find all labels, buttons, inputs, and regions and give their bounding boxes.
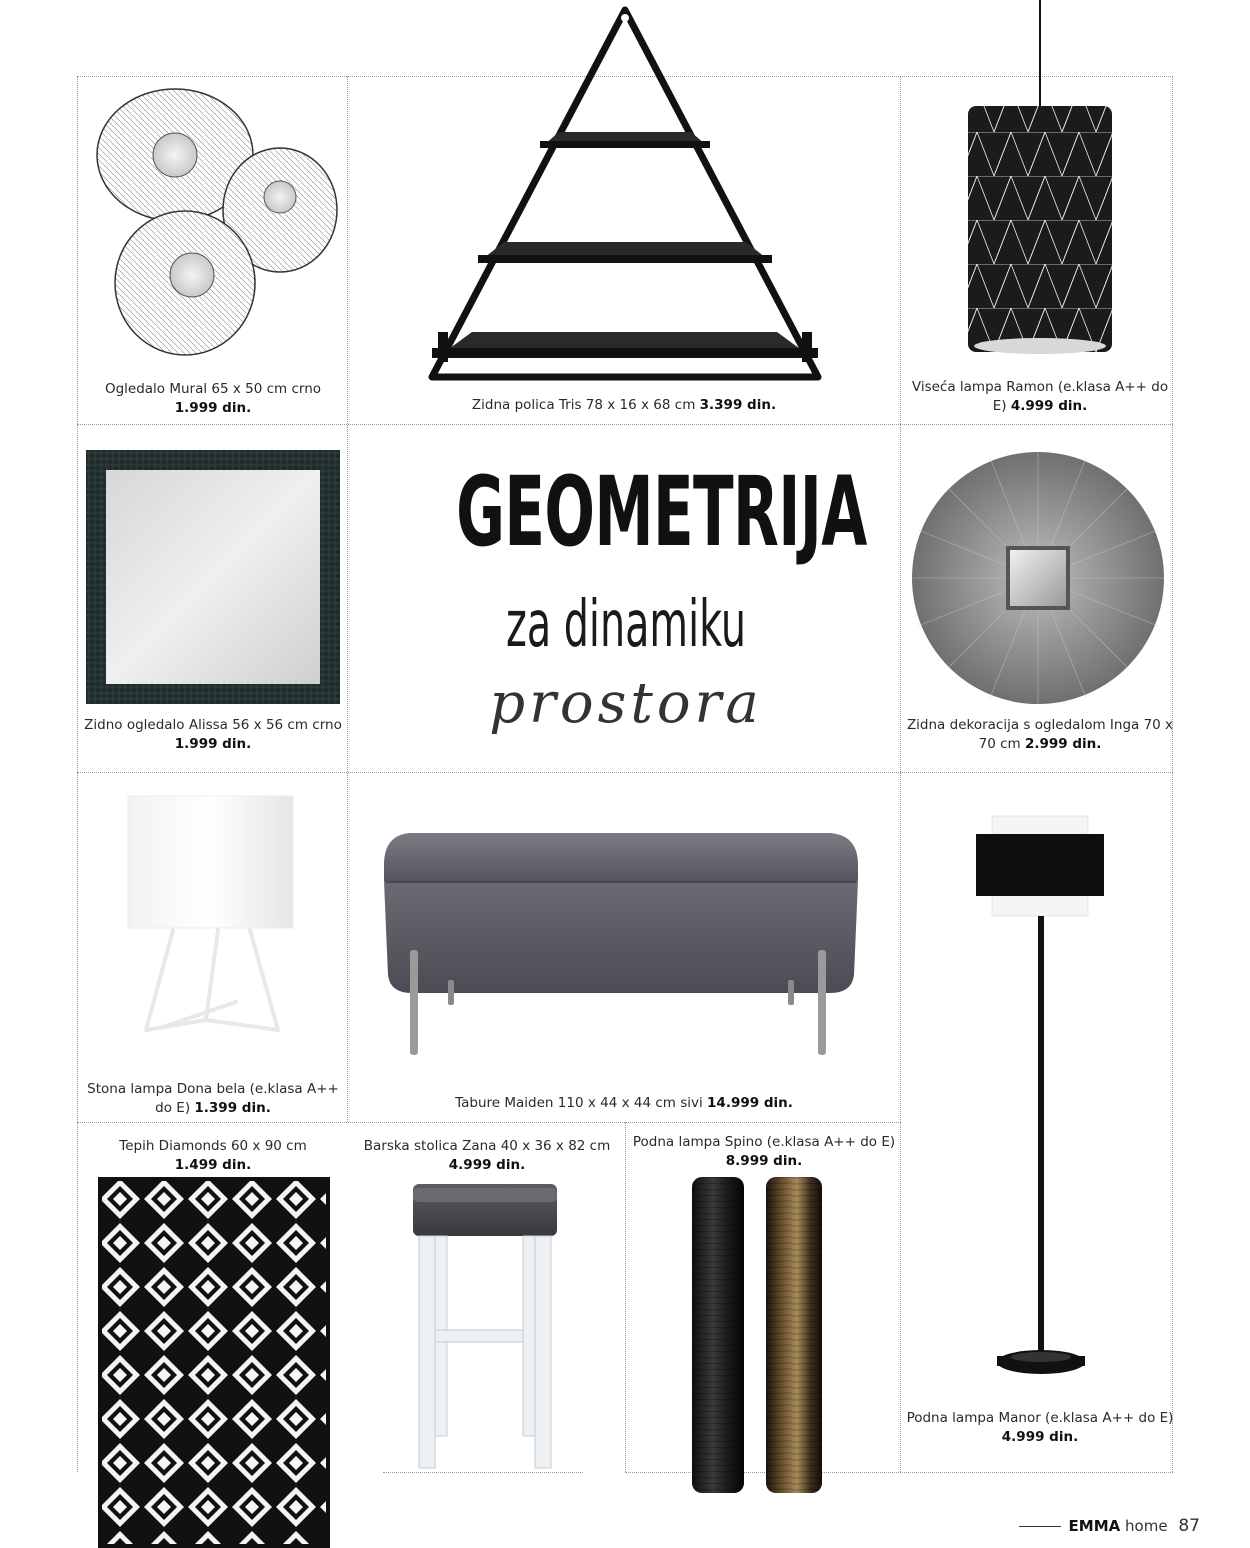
product-name: Zidno ogledalo Alissa 56 x 56 cm crno (84, 717, 342, 733)
product-name: Tabure Maiden 110 x 44 x 44 cm sivi (455, 1095, 703, 1111)
grid-line (347, 76, 348, 1122)
product-caption-dona (78, 1080, 348, 1118)
product-price: 3.399 din. (699, 397, 777, 413)
inga-decoration-image (910, 450, 1166, 706)
product-name: Ogledalo Mural 65 x 50 cm crno (104, 381, 322, 397)
page-title: GEOMETRIJA (456, 456, 867, 568)
grid-line (77, 424, 1173, 425)
product-price: 1.399 din. (194, 1100, 271, 1116)
grid-line (77, 772, 1173, 773)
product-name: Barska stolica Zana 40 x 36 x 82 cm (363, 1138, 611, 1154)
product-name: Zidna polica Tris 78 x 16 x 68 cm (471, 397, 696, 413)
manor-floor-lamp-image (960, 810, 1120, 1400)
spino-floor-lamp-image (688, 1175, 828, 1497)
product-name: Podna lampa Manor (e.klasa A++ do E) (906, 1410, 1174, 1426)
product-caption-diamonds (78, 1137, 348, 1175)
page-subtitle: za dinamiku (505, 588, 747, 662)
footer-rule (1019, 1526, 1061, 1527)
page-number: 87 (1178, 1516, 1200, 1536)
mural-mirror-image (90, 85, 340, 375)
product-caption-alissa (78, 716, 348, 754)
product-price: 4.999 din. (448, 1157, 526, 1173)
maiden-bench-image (380, 825, 865, 1060)
product-price: 1.999 din. (174, 736, 252, 752)
zana-bar-stool-image (405, 1180, 565, 1472)
grid-line (77, 1122, 901, 1123)
footer-brand-suffix: home (1125, 1517, 1168, 1535)
product-name: Tepih Diamonds 60 x 90 cm (119, 1138, 307, 1154)
product-price: 4.999 din. (1010, 398, 1088, 414)
grid-line (383, 1472, 583, 1473)
product-caption-ramon (905, 378, 1175, 416)
product-price: 1.499 din. (174, 1157, 252, 1173)
product-caption-mural (78, 380, 348, 418)
page-script-subtitle: prostora (489, 671, 763, 736)
product-caption-tris (348, 396, 900, 415)
product-caption-inga (905, 716, 1175, 754)
grid-line (77, 76, 78, 1472)
diamonds-rug-image (98, 1177, 330, 1548)
product-price: 2.999 din. (1024, 736, 1102, 752)
product-price: 14.999 din. (707, 1095, 793, 1111)
product-name: Zidna dekoracija s ogledalom Inga 70 x 70 cm (906, 717, 1174, 752)
ramon-pendant-lamp-image (960, 0, 1120, 360)
tris-shelf-image (420, 2, 830, 387)
product-price: 1.999 din. (174, 400, 252, 416)
product-name: Stona lampa Dona bela (e.klasa A++ do E) (87, 1081, 339, 1116)
page-footer (1019, 1516, 1200, 1536)
product-caption-maiden (348, 1094, 900, 1113)
alissa-mirror-image (86, 450, 340, 704)
product-caption-manor (905, 1409, 1175, 1447)
grid-line (900, 76, 901, 1472)
product-price: 4.999 din. (1001, 1429, 1079, 1445)
product-caption-zana (348, 1137, 626, 1175)
dona-table-lamp-image (118, 790, 308, 1070)
product-name: Viseća lampa Ramon (e.klasa A++ do E) (911, 379, 1169, 414)
footer-brand: EMMA (1068, 1517, 1121, 1535)
product-name: Podna lampa Spino (e.klasa A++ do E) (632, 1134, 896, 1150)
product-price: 8.999 din. (725, 1153, 803, 1169)
product-caption-spino (630, 1133, 898, 1171)
grid-line (1172, 76, 1173, 1472)
